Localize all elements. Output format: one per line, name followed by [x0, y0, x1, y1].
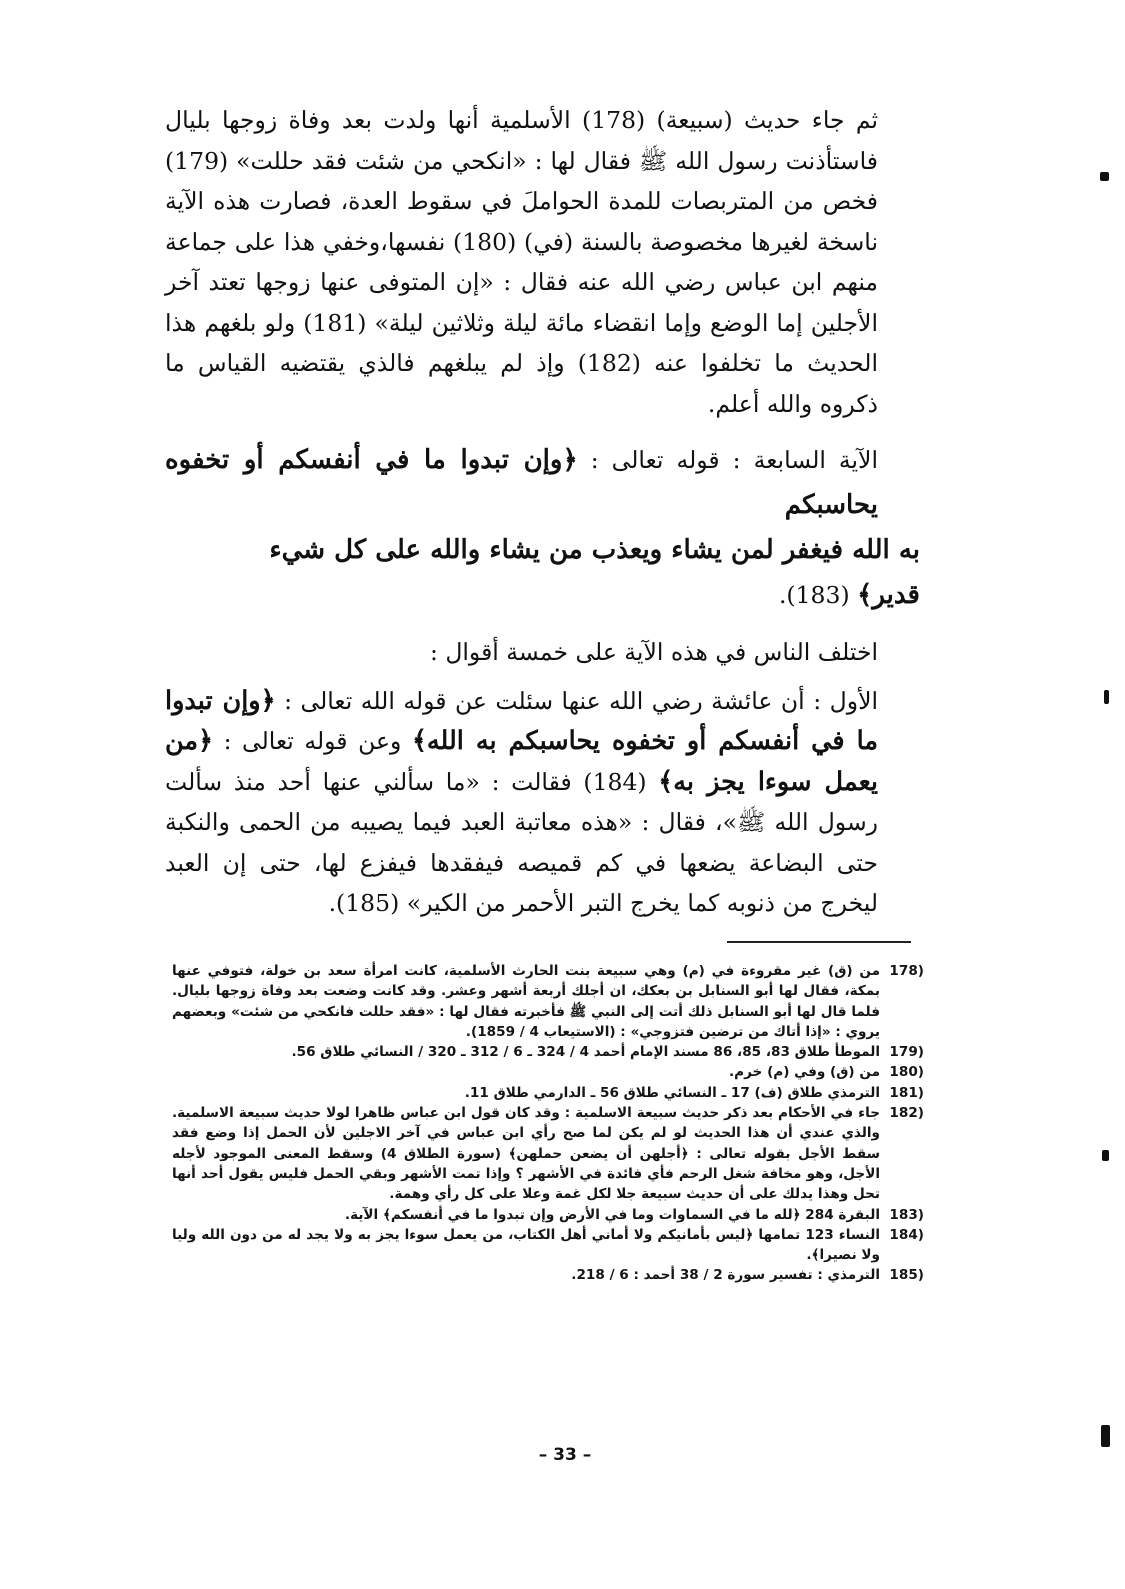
seventh-verse-block	[165, 438, 920, 618]
footnote	[172, 1103, 924, 1204]
first-opinion-rest: (184) فقالت : «ما سألني عنها أحد منذ سألت رسول الله ﷺ»، فقال : «هذه معاتبة العبد فيما يصيبه من الحمى والنكبة حتى البضاعة يضعها في كم قميصه فيفقدها فيفزع لها، حتى إن العبد ليخرج من ذنوبه كما يخرج التبر الأحمر من الكير» (185).	[165, 767, 878, 917]
footnote	[172, 961, 924, 1042]
seventh-verse-intro: الآية السابعة : قوله تعالى :	[577, 446, 878, 474]
seventh-verse-line-1	[165, 438, 920, 528]
footnote-number: 181)	[889, 1084, 924, 1101]
footnote-text: البقرة 284 ﴿لله ما في السماوات وما في الأرض وإن تبدوا ما في أنفسكم﴾ الآية.	[344, 1206, 880, 1223]
footnote-number: 179)	[889, 1044, 924, 1061]
footnote-text: من (ق) غير مقروءة في (م) وهي سبيعة بنت الحارث الأسلمية، كانت امرأة سعد بن خولة، فتوفي عنها بمكة، فقال لها أبو السنابل بن بعكك، ان أجلك أربعة أشهر وعشر. وقد كانت وضعت بعد وفاة زوجها بليال. فلما قال لها أبو السنابل ذلك أتت إلى النبي ﷺ فأخبرته فقال لها : «فقد حللت فانكحي من شئت» وبعضهم يروي : «إذا أتاك من ترضين فتزوجي» : (الاستيعاب 4 / 1859).	[172, 963, 880, 1040]
scan-speck	[1104, 690, 1109, 704]
seventh-verse-text-1: ﴿وإن تبدوا ما في أنفسكم أو تخفوه يحاسبكم	[165, 445, 878, 520]
first-opinion-verse-2: ﴿من يعمل سوءا يجز به﴾	[165, 726, 879, 797]
footnote-number: 182)	[889, 1105, 924, 1122]
footnote	[172, 1265, 924, 1285]
first-opinion-mid: وعن قوله تعالى :	[213, 727, 412, 755]
footnote	[172, 1083, 924, 1103]
main-text	[165, 100, 920, 924]
footnote	[172, 1205, 924, 1225]
footnote	[172, 1225, 924, 1266]
footnote	[172, 1042, 924, 1062]
paragraph-five-opinions: اختلف الناس في هذه الآية على خمسة أقوال :	[429, 638, 878, 666]
footnote-number: 180)	[889, 1064, 924, 1081]
footnote-text: الموطأ طلاق 83، 85، 86 مسند الإمام أحمد 4 / 324 ـ 6 / 312 ـ 320 / النسائي طلاق 56.	[291, 1044, 880, 1061]
paragraph-first-opinion	[165, 681, 920, 924]
footnote-separator	[727, 941, 911, 943]
footnote-number: 184)	[889, 1226, 924, 1243]
first-opinion-intro: الأول : أن عائشة رضي الله عنها سئلت عن قوله الله تعالى :	[275, 686, 878, 715]
footnote-text: النساء 123 تمامها ﴿ليس بأمانيكم ولا أماني أهل الكتاب، من يعمل سوءا يجز به ولا يجد له من دون الله وليا ولا نصيرا﴾.	[172, 1226, 880, 1264]
footnote-text: من (ق) وفي (م) خرم.	[728, 1064, 880, 1081]
seventh-verse-ref: (183).	[778, 581, 858, 609]
footnote-number: 178)	[889, 963, 924, 979]
scan-speck	[1100, 172, 1109, 181]
footnote-text: الترمذي طلاق (ف) 17 ـ النسائي طلاق 56 ـ الدارمي طلاق 11.	[464, 1084, 880, 1101]
paragraph-subaya-hadith: ثم جاء حديث (سبيعة) (178) الأسلمية أنها ولدت بعد وفاة زوجها بليال فاستأذنت رسول الله ﷺ فقال لها : «انكحي من شئت فقد حللت» (179) فخص من المتربصات للمدة الحواملَ في سقوط العدة، فصارت هذه الآية ناسخة لغيرها مخصوصة بالسنة (في) (180) نفسها،وخفي هذا على جماعة منهم ابن عباس رضي الله عنه فقال : «إن المتوفى عنها زوجها تعتد آخر الأجلين إما الوضع وإما انقضاء مائة ليلة وثلاثين ليلة» (181) ولو بلغهم هذا الحديث ما تخلفوا عنه (182) وإذ لم يبلغهم فالذي يقتضيه القياس ما ذكروه والله أعلم.	[165, 106, 878, 418]
footnote-number: 183)	[889, 1206, 924, 1223]
seventh-verse-line-3	[165, 573, 920, 618]
scan-speck	[1102, 1150, 1109, 1161]
footnote-text: الترمذي : تفسير سورة 2 / 38 أحمد : 6 / 218.	[571, 1267, 880, 1284]
footnote-text: جاء في الأحكام بعد ذكر حديث سبيعة الاسلمية : وقد كان قول ابن عباس ظاهرا لولا حديث سبيعة الاسلمية. والذي عندي أن هذا الحديث لو لم يكن لما صح رأي ابن عباس في آخر الاجلين لأن الحمل إذا وضع فقد سقط الأجل بقوله تعالى : ﴿أجلهن أن يضعن حملهن﴾ (سورة الطلاق 4) وسقط المعنى الموجود لأجله الأجل، وهو مخافة شغل الرحم فأي فائدة في الأشهر ؟ وإذا تمت الأشهر وبقي الحمل فليس يقول أحد أنها تحل وهذا يدلك على أن حديث سبيعة جلا لكل غمة وعلا على كل رأي وهمة.	[172, 1105, 880, 1203]
page-number: – 33 –	[538, 1445, 592, 1465]
first-opinion-verse-1: ﴿وإن تبدوا ما في أنفسكم أو تخفوه يحاسبكم به الله﴾	[165, 685, 878, 756]
seventh-verse-line-2: به الله فيغفر لمن يشاء ويعذب من يشاء والله على كل شيء	[269, 535, 920, 565]
footnote	[172, 1062, 924, 1082]
scan-speck	[1101, 1425, 1110, 1447]
footnotes	[172, 961, 924, 1286]
seventh-verse-text-3: قدير﴾	[857, 580, 920, 610]
footnote-number: 185)	[889, 1267, 924, 1284]
